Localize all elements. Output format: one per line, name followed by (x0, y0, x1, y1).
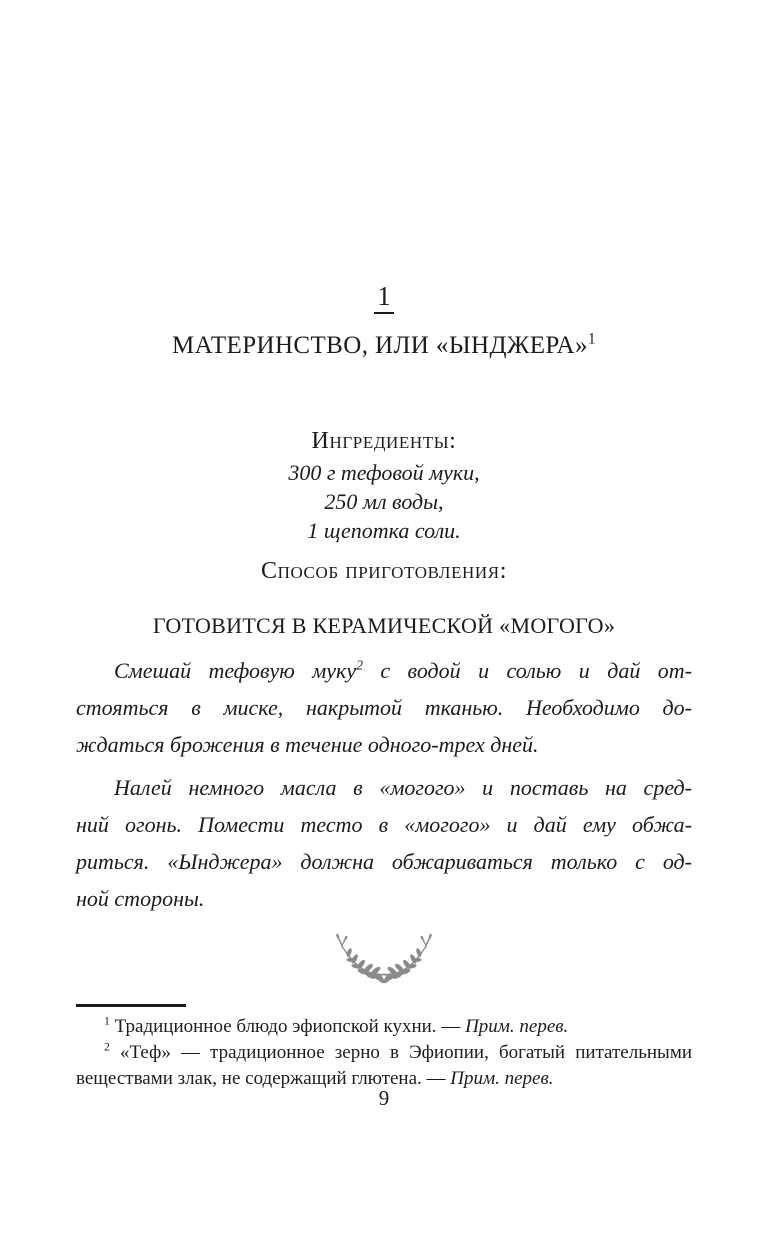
footnotes (76, 1004, 692, 1092)
paragraph-line: риться. «Ынджера» должна обжариваться только с од- (76, 849, 692, 874)
paragraph-line: Налей немного масла в «могого» и поставь на сред- (114, 775, 692, 800)
paragraph-line: стояться в миске, накрытой тканью. Необходимо до- (76, 695, 692, 720)
footnote-line (76, 1040, 692, 1066)
method-subheader: ГОТОВИТСЯ В КЕРАМИЧЕСКОЙ «МОГОГО» (152, 613, 616, 638)
laurel-divider-icon (329, 930, 439, 986)
method-header: Способ приготовления: (260, 558, 508, 584)
footnote-text: «Теф» — традиционное зерно в Эфиопии, богатый питательными (120, 1042, 693, 1063)
recipe-step-2 (76, 769, 692, 917)
ingredient-item: 250 мл воды, (324, 489, 444, 514)
paragraph-line: ждаться брожения в течение одного-трех дней. (76, 732, 539, 757)
footnote-text: веществами злак, не содержащий глютена. — (76, 1068, 451, 1089)
chapter-number-text: 1 (374, 280, 394, 314)
footnote-ref-2: 2 (356, 657, 363, 673)
ingredients-header: Ингредиенты: (311, 428, 457, 454)
recipe-step-1 (76, 652, 692, 763)
paragraph-line (76, 652, 692, 689)
chapter-title-text: МАТЕРИНСТВО, ИЛИ «ЫНДЖЕРА» (171, 332, 588, 359)
footnote-2 (76, 1040, 692, 1092)
footnote-marker-2: 2 (104, 1040, 110, 1054)
footnote-rule (76, 1004, 186, 1007)
ingredient-item: 300 г тефовой муки, (288, 460, 480, 485)
footnote-marker-1: 1 (104, 1014, 110, 1028)
chapter-number (76, 0, 692, 314)
footnote-1 (76, 1014, 692, 1040)
footnote-ref-1: 1 (587, 330, 597, 348)
footnote-attribution: Прим. перев. (465, 1016, 569, 1037)
ingredients-list (76, 458, 692, 545)
paragraph-line: ной стороны. (76, 886, 205, 911)
paragraph-text: с водой и солью и дай от- (362, 658, 692, 683)
page-number: 9 (378, 1086, 390, 1110)
footnote-text: Традиционное блюдо эфиопской кухни. — (114, 1016, 466, 1037)
footnote-attribution: Прим. перев. (450, 1068, 554, 1089)
paragraph-line: ний огонь. Помести тесто в «могого» и дай ему обжа- (76, 812, 692, 837)
paragraph-text: Смешай тефовую муку (114, 658, 357, 683)
ingredient-item: 1 щепотка соли. (307, 518, 461, 543)
chapter-title (76, 330, 692, 362)
section-divider (0, 930, 768, 991)
